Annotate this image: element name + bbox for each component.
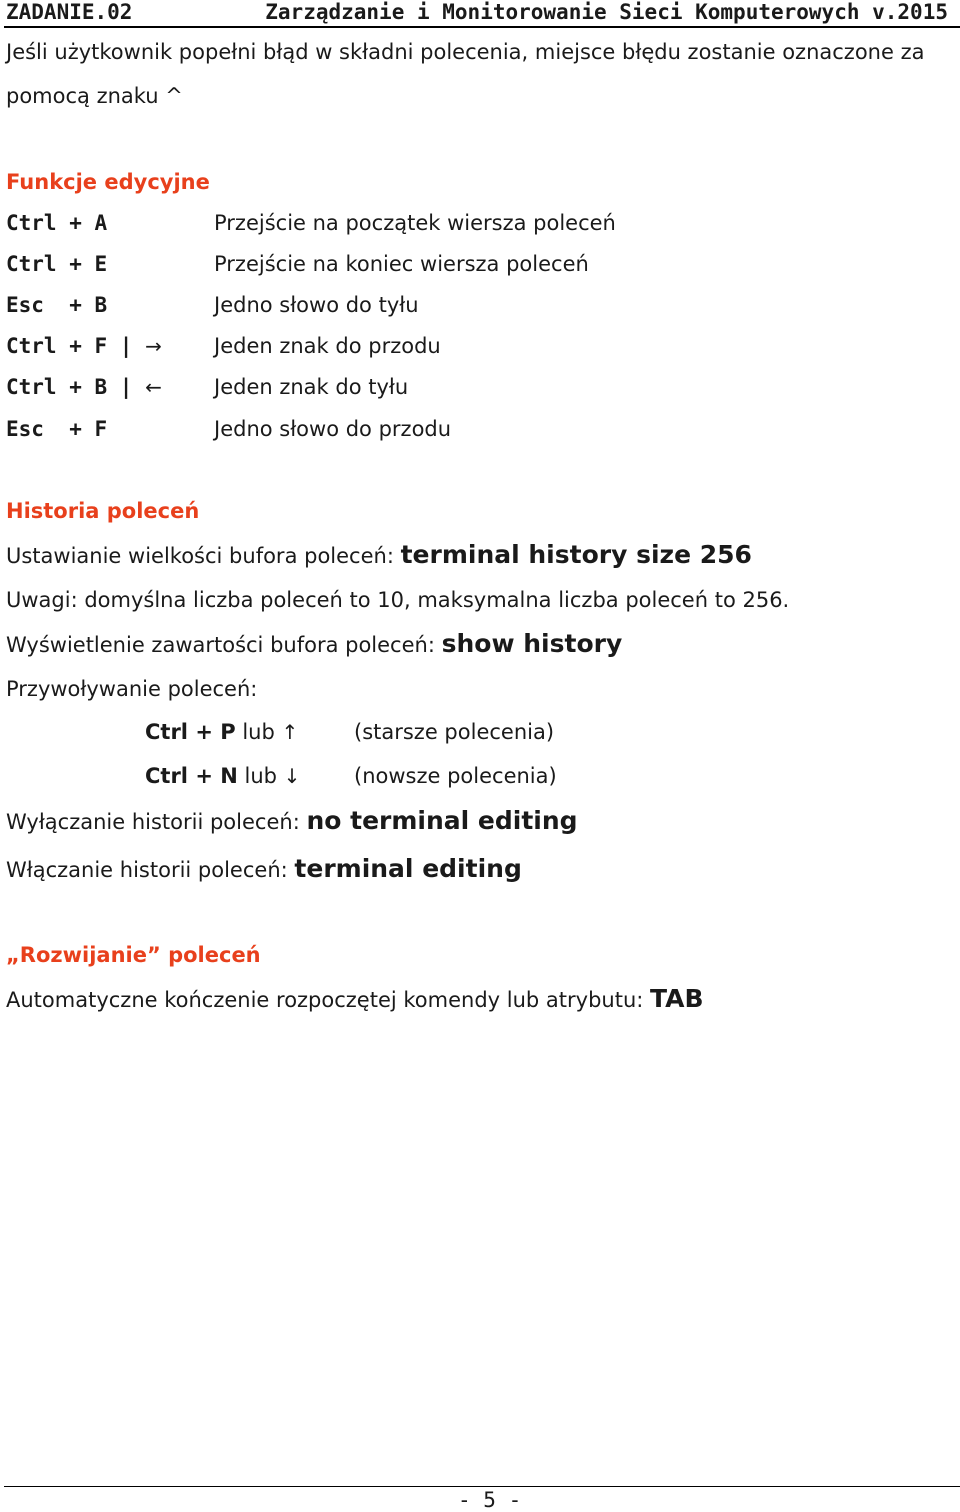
doc-title: Zarządzanie i Monitorowanie Sieci Komputerowych v.2015 xyxy=(265,0,948,24)
show-history-label: Wyświetlenie zawartości bufora poleceń: xyxy=(6,633,435,657)
shortcut-description: Jedno słowo do przodu xyxy=(214,417,452,441)
recall-older-description: (starsze polecenia) xyxy=(354,720,555,744)
enable-history-line xyxy=(6,854,522,883)
arrow-right-icon: → xyxy=(145,334,162,358)
shortcut-key: Ctrl + A xyxy=(6,211,108,235)
autocomplete-label: Automatyczne kończenie rozpoczętej komendy lub atrybutu: xyxy=(6,988,644,1012)
page-number: - 5 - xyxy=(458,1488,522,1512)
footer-divider xyxy=(4,1486,960,1487)
autocomplete-line xyxy=(6,984,704,1013)
shortcut-description: Przejście na początek wiersza poleceń xyxy=(214,211,616,235)
show-history-line xyxy=(6,629,622,658)
recall-newer-keys: Ctrl + N lub ↓ xyxy=(145,764,301,788)
buffer-size-label: Ustawianie wielkości bufora poleceń: xyxy=(6,544,394,568)
shortcut-description: Jedno słowo do tyłu xyxy=(214,293,419,317)
header-divider xyxy=(4,26,960,28)
recall-older-keys: Ctrl + P lub ↑ xyxy=(145,720,299,744)
intro-line-2: pomocą znaku ^ xyxy=(6,84,183,108)
shortcut-description: Przejście na koniec wiersza poleceń xyxy=(214,252,589,276)
shortcut-key: Esc + B xyxy=(6,293,108,317)
shortcut-key: Ctrl + B | ← xyxy=(6,375,162,399)
disable-history-command: no terminal editing xyxy=(306,806,578,835)
enable-history-label: Włączanie historii poleceń: xyxy=(6,858,288,882)
section-title-history: Historia poleceń xyxy=(6,499,200,523)
shortcut-key: Ctrl + E xyxy=(6,252,108,276)
shortcut-key: Ctrl + F | → xyxy=(6,334,162,358)
intro-line-1: Jeśli użytkownik popełni błąd w składni polecenia, miejsce błędu zostanie oznaczone za xyxy=(6,40,925,64)
recall-newer-description: (nowsze polecenia) xyxy=(354,764,557,788)
section-title-editing: Funkcje edycyjne xyxy=(6,170,210,194)
enable-history-command: terminal editing xyxy=(294,854,522,883)
recall-label: Przywoływanie poleceń: xyxy=(6,677,258,701)
arrow-left-icon: ← xyxy=(145,375,162,399)
arrow-up-icon: ↑ xyxy=(281,720,299,744)
section-title-expand: „Rozwijanie” poleceń xyxy=(6,943,261,967)
disable-history-line xyxy=(6,806,578,835)
buffer-size-line xyxy=(6,540,752,569)
autocomplete-key: TAB xyxy=(650,984,704,1013)
shortcut-description: Jeden znak do tyłu xyxy=(214,375,409,399)
shortcut-description: Jeden znak do przodu xyxy=(214,334,441,358)
buffer-size-command: terminal history size 256 xyxy=(400,540,752,569)
shortcut-key: Esc + F xyxy=(6,417,108,441)
disable-history-label: Wyłączanie historii poleceń: xyxy=(6,810,300,834)
show-history-command: show history xyxy=(441,629,623,658)
arrow-down-icon: ↓ xyxy=(283,764,301,788)
history-note: Uwagi: domyślna liczba poleceń to 10, maksymalna liczba poleceń to 256. xyxy=(6,588,790,612)
doc-code: ZADANIE.02 xyxy=(6,0,133,24)
